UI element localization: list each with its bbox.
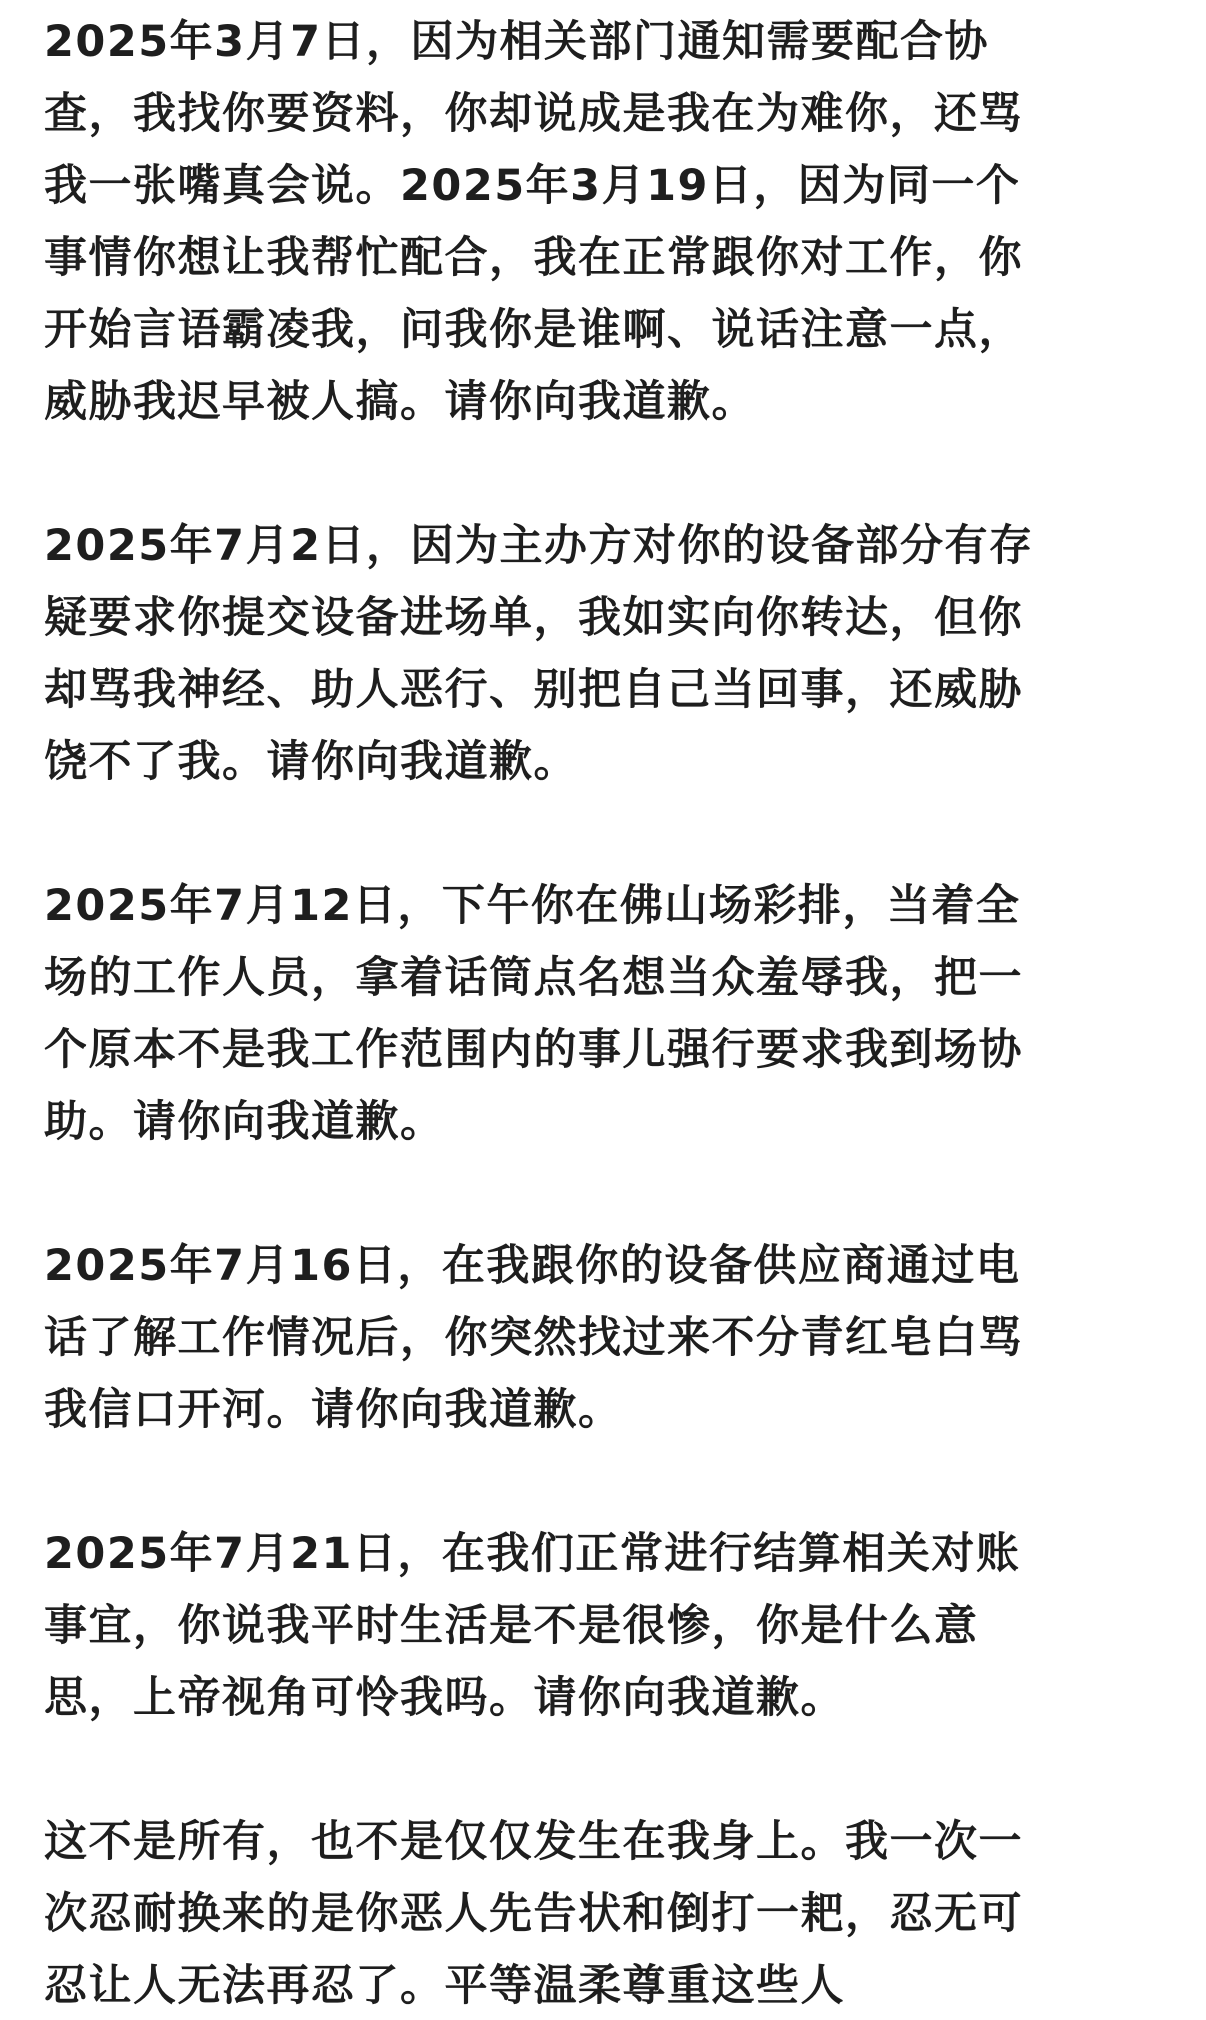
- paragraph-5: 2025年7月21日，在我们正常进行结算相关对账 事宜，你说我平时生活是不是很惨，你是什么意 思，上帝视角可怜我吗。请你向我道歉。: [44, 1529, 1021, 1723]
- paragraph-1: 2025年3月7日，因为相关部门通知需要配合协 查，我找你要资料，你却说成是我在为难你，还骂 我一张嘴真会说。2025年3月19日，因为同一个 事情你想让我帮忙配合，我在正常跟你对工作，你 开始言语霸凌我，问我你是谁啊、说话注意一点， 威胁我迟早被人搞。请你向我道歉。: [44, 17, 1023, 427]
- paragraph-2: 2025年7月2日，因为主办方对你的设备部分有存 疑要求你提交设备进场单，我如实向你转达，但你 却骂我神经、助人恶行、别把自己当回事，还威胁 饶不了我。请你向我道歉。: [44, 521, 1034, 787]
- paragraph-6: 这不是所有，也不是仅仅发生在我身上。我一次一 次忍耐换来的是你恶人先告状和倒打一耙，忍无可 忍让人无法再忍了。平等温柔尊重这些人: [44, 1817, 1023, 2011]
- paragraph-3: 2025年7月12日，下午你在佛山场彩排，当着全 场的工作人员，拿着话筒点名想当众羞辱我，把一 个原本不是我工作范围内的事儿强行要求我到场协 助。请你向我道歉。: [44, 881, 1023, 1147]
- paragraph-4: 2025年7月16日，在我跟你的设备供应商通过电 话了解工作情况后，你突然找过来不分青红皂白骂 我信口开河。请你向我道歉。: [44, 1241, 1023, 1435]
